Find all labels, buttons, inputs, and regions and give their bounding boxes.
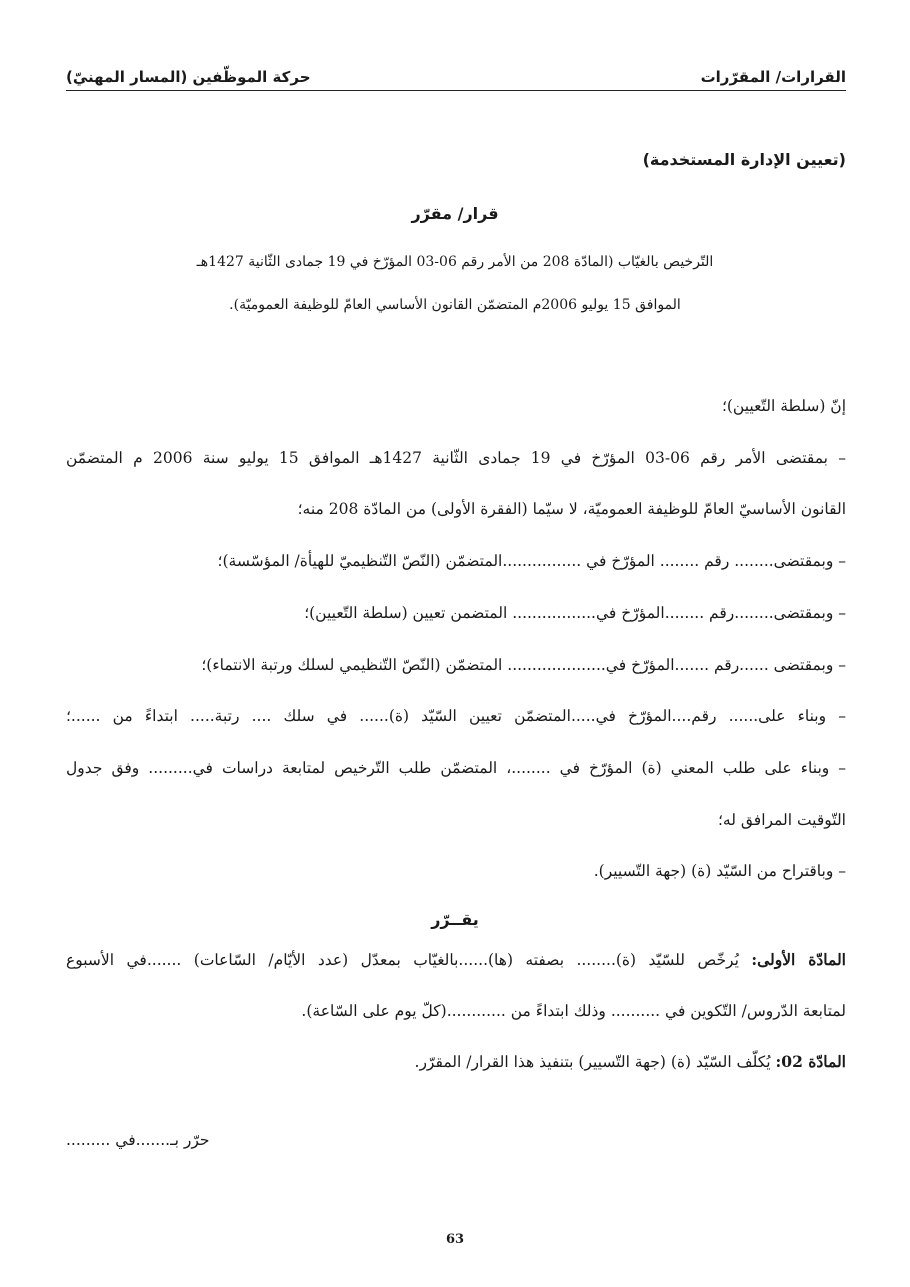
section-title: (تعيين الإدارة المستخدمة) <box>642 150 846 169</box>
preamble-intro: إنّ (سلطة التّعيين)؛ <box>721 397 846 415</box>
header-left-title: حركة الموظّفين (المسار المهنيّ) <box>66 68 311 86</box>
article-1-text: يُرخّص للسّيّد (ة)........ بصفته (ها)......بالغيّاب بمعدّل (عدد الأيّام/ السّاعات) .......في الأسبوع <box>66 951 752 969</box>
preamble-ordinance-line-1: – بمقتضى الأمر رقم 06-03 المؤرّخ في 19 جمادى الثّانية 1427هـ الموافق 15 يوليو سنة 2006 م المتضمّن <box>66 449 846 467</box>
preamble-proposal: – وباقتراح من السّيّد (ة) (جهة التّسيير). <box>593 862 846 880</box>
page-number: 63 <box>445 1232 465 1247</box>
preamble-regulation-text: – وبمقتضى........ رقم ........ المؤرّخ في ................المتضمّن (النّصّ التّنظيميّ للهيأة/ المؤسّسة)؛ <box>217 552 846 570</box>
article-1-line-2: لمتابعة الدّروس/ التّكوين في .......... وذلك ابتداءً من ............(كلّ يوم على السّاعة). <box>301 1002 846 1020</box>
article-1-label: المادّة الأولى: <box>751 950 846 969</box>
signature-line: حرّر بـ.......في ......... <box>66 1131 210 1149</box>
subtitle-line-1: التّرخيص بالغيّاب (المادّة 208 من الأمر رقم 06-03 المؤرّخ في 19 جمادى الثّانية 1427هـ <box>196 254 714 270</box>
page-header <box>66 58 846 91</box>
article-2-label: المادّة 02: <box>775 1052 846 1071</box>
preamble-employee-appointment: – وبناء على...... رقم....المؤرّخ في.....المتضمّن تعيين السّيّد (ة)...... في سلك .... رتبة..... ابتداءً من ......؛ <box>66 707 846 725</box>
decides-heading: يقــرّر <box>431 910 479 929</box>
header-right-title: القرارات/ المقرّرات <box>700 68 846 86</box>
preamble-corps-regulation: – وبمقتضى ......رقم .......المؤرّخ في.................... المتضمّن (النّصّ التّنظيمي لسلك ورتبة الانتماء)؛ <box>201 656 846 674</box>
article-2 <box>415 1052 846 1071</box>
preamble-request-line-2: التّوقيت المرافق له؛ <box>717 811 846 829</box>
subtitle-line-2: الموافق 15 يوليو 2006م المتضمّن القانون الأساسي العامّ للوظيفة العموميّة). <box>229 297 681 313</box>
article-1-line-1 <box>66 950 846 969</box>
preamble-ordinance-line-2: القانون الأساسيّ العامّ للوظيفة العموميّة، لا سيّما (الفقرة الأولى) من المادّة 208 منه؛ <box>297 500 846 518</box>
preamble-appointment-authority: – وبمقتضى........رقم ........المؤرّخ في................. المتضمن تعيين (سلطة التّعيين)؛ <box>304 604 846 622</box>
document-title: قرار/ مقرّر <box>411 204 499 223</box>
preamble-request-line-1: – وبناء على طلب المعني (ة) المؤرّخ في ........، المتضمّن طلب التّرخيص لمتابعة دراسات في......... وفق جدول <box>66 759 846 777</box>
article-2-text: يُكلّف السّيّد (ة) (جهة التّسيير) بتنفيذ هذا القرار/ المقرّر. <box>414 1053 776 1071</box>
